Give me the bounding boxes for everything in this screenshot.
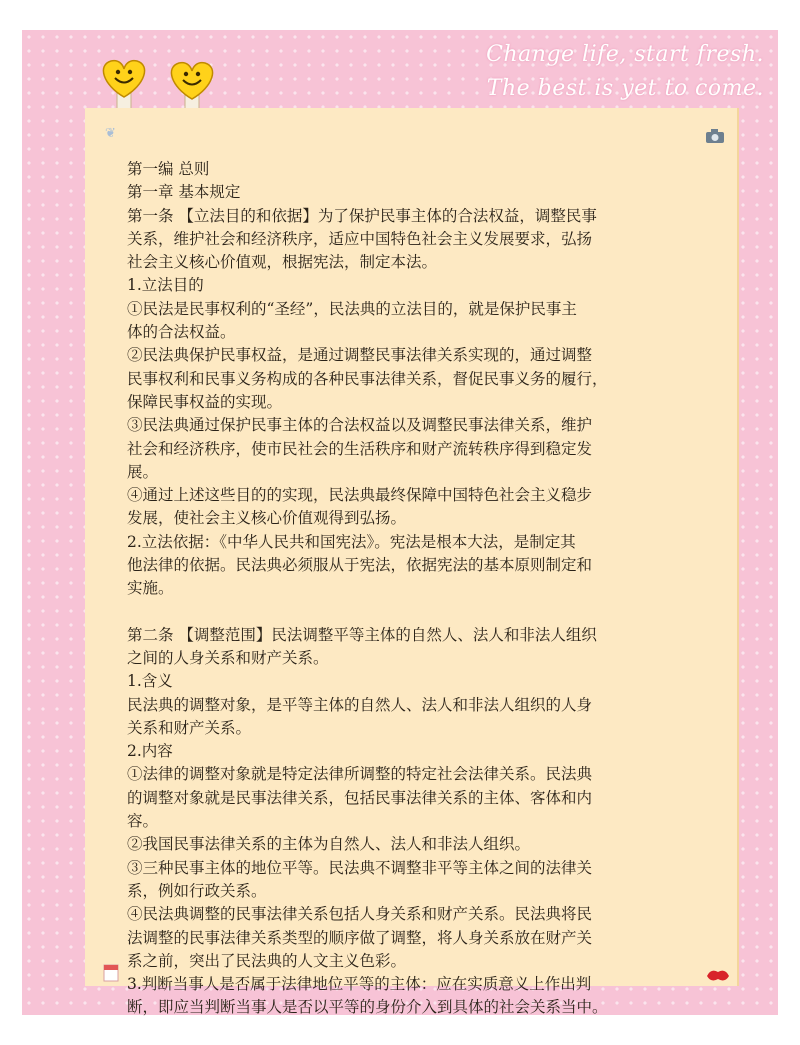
text-line: 第一编 总则 (127, 160, 210, 178)
text-line: 第一条 【立法目的和依据】为了保护民事主体的合法权益，调整民事 (127, 206, 597, 225)
tagline (444, 38, 764, 106)
text-line: 实施。 (127, 579, 174, 598)
text-line: ④通过上述这些目的的实现，民法典最终保障中国特色社会主义稳步 (127, 486, 593, 505)
text-line: 民法典的调整对象，是平等主体的自然人、法人和非法人组织的人身 (127, 695, 593, 714)
paragraph (127, 740, 719, 763)
text-line: 系之前，突出了民法典的人文主义色彩。 (127, 951, 407, 970)
paragraph (127, 624, 719, 671)
text-line: ④民法典调整的民事法律关系包括人身关系和财产关系。民法典将民 (127, 905, 593, 924)
text-line: 3.判断当事人是否属于法律地位平等的主体：应在实质意义上作出判 (127, 975, 592, 994)
camera-icon (705, 128, 725, 144)
paragraph (127, 298, 719, 345)
tag-icon (103, 964, 119, 982)
text-line: 断，即应当判断当事人是否以平等的身份介入到具体的社会关系当中。 (127, 998, 608, 1017)
text-line: 保障民事权益的实现。 (127, 392, 283, 411)
text-line: 他法律的依据。民法典必须服从于宪法，依据宪法的基本原则制定和 (127, 556, 593, 575)
article-text (127, 158, 719, 1020)
text-line: 展。 (127, 462, 159, 481)
text-line: ②民法典保护民事权益，是通过调整民事法律关系实现的，通过调整 (127, 346, 593, 365)
paragraph (127, 484, 719, 531)
text-line: 发展，使社会主义核心价值观得到弘扬。 (127, 509, 407, 528)
paragraph (127, 694, 719, 741)
paper-sheet (85, 108, 739, 1017)
text-line: ②我国民事法律关系的主体为自然人、法人和非法人组织。 (127, 835, 531, 854)
text-line: 第一章 基本规定 (127, 183, 241, 202)
text-line: 系，例如行政关系。 (127, 881, 267, 900)
text-line: 2.立法依据：《中华人民共和国宪法》。宪法是根本大法，是制定其 (127, 532, 576, 551)
text-line: 容。 (127, 812, 159, 831)
bird-icon: ❦ (105, 126, 116, 141)
text-line: 社会主义核心价值观，根据宪法，制定本法。 (127, 253, 438, 272)
paragraph (127, 158, 719, 181)
text-line: ③民法典通过保护民事主体的合法权益以及调整民事法律关系，维护 (127, 416, 593, 435)
text-line: 关系和财产关系。 (127, 718, 252, 737)
text-line: ①民法是民事权利的“圣经”，民法典的立法目的，就是保护民事主 (127, 299, 577, 318)
paragraph (127, 763, 719, 833)
text-line: 1.含义 (127, 672, 173, 691)
tagline-line-1: Change life, start fresh. (486, 42, 764, 67)
text-line: 之间的人身关系和财产关系。 (127, 648, 329, 667)
text-line: 的调整对象就是民事法律关系，包括民事法律关系的主体、客体和内 (127, 788, 593, 807)
text-line: 1.立法目的 (127, 276, 204, 295)
text-line: 第二条 【调整范围】民法调整平等主体的自然人、法人和非法人组织 (127, 625, 597, 644)
text-line: 法调整的民事法律关系类型的顺序做了调整，将人身关系放在财产关 (127, 928, 593, 947)
text-line: 社会和经济秩序，使市民社会的生活秩序和财产流转秩序得到稳定发 (127, 439, 593, 458)
text-line: ①法律的调整对象就是特定法律所调整的特定社会法律关系。民法典 (127, 765, 593, 784)
paragraph (127, 205, 719, 275)
paragraph (127, 903, 719, 973)
paragraph (127, 181, 719, 204)
paragraph (127, 344, 719, 414)
text-line: 关系，维护社会和经济秩序，适应中国特色社会主义发展要求，弘扬 (127, 229, 593, 248)
paragraph (127, 833, 719, 856)
paragraph (127, 531, 719, 601)
paragraph-gap (127, 601, 719, 624)
text-line: ③三种民事主体的地位平等。民法典不调整非平等主体之间的法律关 (127, 858, 593, 877)
tagline-line-2: The best is yet to come. (486, 76, 764, 101)
paragraph (127, 857, 719, 904)
paragraph (127, 414, 719, 484)
paragraph (127, 274, 719, 297)
text-line: 体的合法权益。 (127, 323, 236, 342)
paragraph (127, 973, 719, 1020)
paragraph (127, 670, 719, 693)
text-line: 2.内容 (127, 742, 173, 761)
text-line: 民事权利和民事义务构成的各种民事法律关系，督促民事义务的履行， (127, 369, 608, 388)
